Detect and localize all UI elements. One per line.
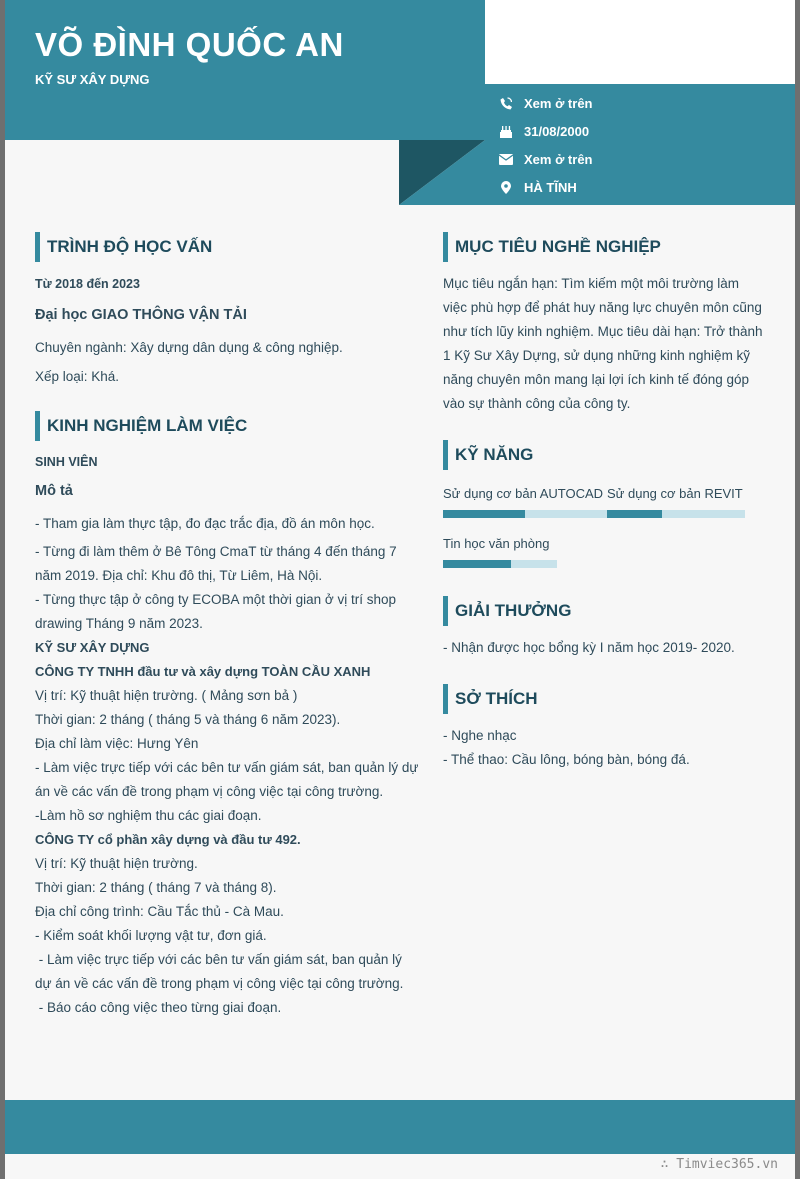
education-major: Chuyên ngành: Xây dựng dân dụng & công nghiệp.	[35, 340, 343, 355]
experience-line: Thời gian: 2 tháng ( tháng 7 và tháng 8).	[35, 880, 277, 895]
contact-location: HÀ TĨNH	[499, 180, 577, 195]
objective-heading: MỤC TIÊU NGHỀ NGHIỆP	[443, 232, 763, 262]
cv-page	[5, 0, 795, 1179]
experience-line: -Làm hồ sơ nghiệm thu các giai đoạn.	[35, 808, 262, 823]
experience-line: - Từng đi làm thêm ở Bê Tông CmaT từ tháng 4 đến tháng 7 năm 2019. Địa chỉ: Khu đô thị, Từ Liêm, Hà Nội.	[35, 544, 397, 583]
phone-icon	[499, 97, 513, 111]
experience-role-1: SINH VIÊN	[35, 455, 98, 469]
skill-office-fill	[443, 560, 511, 568]
skill-office-bar	[443, 560, 557, 568]
header-banner	[5, 0, 485, 140]
hobbies-heading: SỞ THÍCH	[443, 684, 763, 714]
right-column	[443, 232, 763, 772]
experience-line: - Kiểm soát khối lượng vật tư, đơn giá.	[35, 928, 267, 943]
experience-line: Vị trí: Kỹ thuật hiện trường. ( Mảng sơn bả )	[35, 688, 298, 703]
header-blank	[485, 0, 795, 84]
skills-row-1	[443, 482, 763, 522]
hobby-item: - Nghe nhạc	[443, 728, 517, 743]
brand-watermark: ∴ Timviec365.vn	[660, 1157, 778, 1172]
skill-autocad-label: Sử dụng cơ bản AUTOCAD	[443, 486, 604, 501]
education-school: Đại học GIAO THÔNG VẬN TẢI	[35, 307, 247, 323]
experience-line: - Từng thực tập ở công ty ECOBA một thời gian ở vị trí shop drawing Tháng 9 năm 2023.	[35, 592, 397, 631]
experience-line: - Làm việc trực tiếp với các bên tư vấn giám sát, ban quản lý dự án về các vấn đề trong phạm vị công việc tại công trường.	[35, 760, 419, 799]
skills-heading: KỸ NĂNG	[443, 440, 763, 470]
experience-desc-label: Mô tả	[35, 483, 73, 499]
skill-autocad-fill	[443, 510, 525, 518]
contact-birthday: 31/08/2000	[499, 124, 589, 139]
skills-row-2	[443, 532, 763, 572]
skill-revit-fill	[607, 510, 662, 518]
experience-line: - Làm việc trực tiếp với các bên tư vấn giám sát, ban quản lý dự án về các vấn đề trong phạm vị công việc tại công trường.	[35, 952, 406, 991]
education-grade: Xếp loại: Khá.	[35, 369, 120, 384]
footer-banner	[5, 1100, 795, 1154]
experience-line: Địa chỉ công trình: Cầu Tắc thủ - Cà Mau.	[35, 904, 284, 919]
candidate-name: VÕ ĐÌNH QUỐC AN	[35, 26, 344, 63]
education-period: Từ 2018 đến 2023	[35, 277, 140, 291]
experience-line: - Báo cáo công việc theo từng giai đoạn.	[35, 1000, 282, 1015]
skill-revit-bar	[607, 510, 745, 518]
skill-office-label: Tin học văn phòng	[443, 536, 550, 551]
envelope-icon	[499, 153, 513, 167]
awards-heading: GIẢI THƯỞNG	[443, 596, 763, 626]
header-fold-decoration	[399, 140, 485, 205]
education-heading: TRÌNH ĐỘ HỌC VẤN	[35, 232, 420, 262]
award-item: - Nhận được học bổng kỳ I năm học 2019- 2020.	[443, 640, 735, 655]
contact-panel	[485, 84, 795, 205]
experience-heading: KINH NGHIỆM LÀM VIỆC	[35, 411, 420, 441]
contact-phone: Xem ở trên	[499, 96, 593, 111]
experience-company-2: CÔNG TY cổ phần xây dựng và đầu tư 492.	[35, 832, 301, 847]
experience-role-2: KỸ SƯ XÂY DỰNG	[35, 640, 150, 655]
contact-email: Xem ở trên	[499, 152, 593, 167]
candidate-title: KỸ SƯ XÂY DỰNG	[35, 72, 150, 87]
experience-line: Thời gian: 2 tháng ( tháng 5 và tháng 6 năm 2023).	[35, 712, 341, 727]
left-column	[35, 232, 420, 1020]
birthday-cake-icon	[499, 125, 513, 139]
objective-text: Mục tiêu ngắn hạn: Tìm kiếm một môi trường làm việc phù hợp để phát huy năng lực chuyên môn cũng như tích lũy kinh nghiệm. Mục tiêu dài hạn: Trở thành 1 Kỹ Sư Xây Dựng, sử dụng những kinh nghiệm kỹ năng chuyên môn mang lại lợi ích kinh tế đóng góp vào sự thành công của công ty.	[443, 276, 763, 411]
experience-line: Vị trí: Kỹ thuật hiện trường.	[35, 856, 198, 871]
skill-autocad-bar	[443, 510, 607, 518]
experience-company-1: CÔNG TY TNHH đầu tư và xây dựng TOÀN CẦU XANH	[35, 664, 371, 679]
experience-line: Địa chỉ làm việc: Hưng Yên	[35, 736, 199, 751]
experience-line: - Tham gia làm thực tập, đo đạc trắc địa, đồ án môn học.	[35, 516, 375, 531]
map-marker-icon	[499, 181, 513, 195]
skill-revit-label: Sử dụng cơ bản REVIT	[607, 486, 743, 501]
hobby-item: - Thể thao: Cầu lông, bóng bàn, bóng đá.	[443, 752, 690, 767]
